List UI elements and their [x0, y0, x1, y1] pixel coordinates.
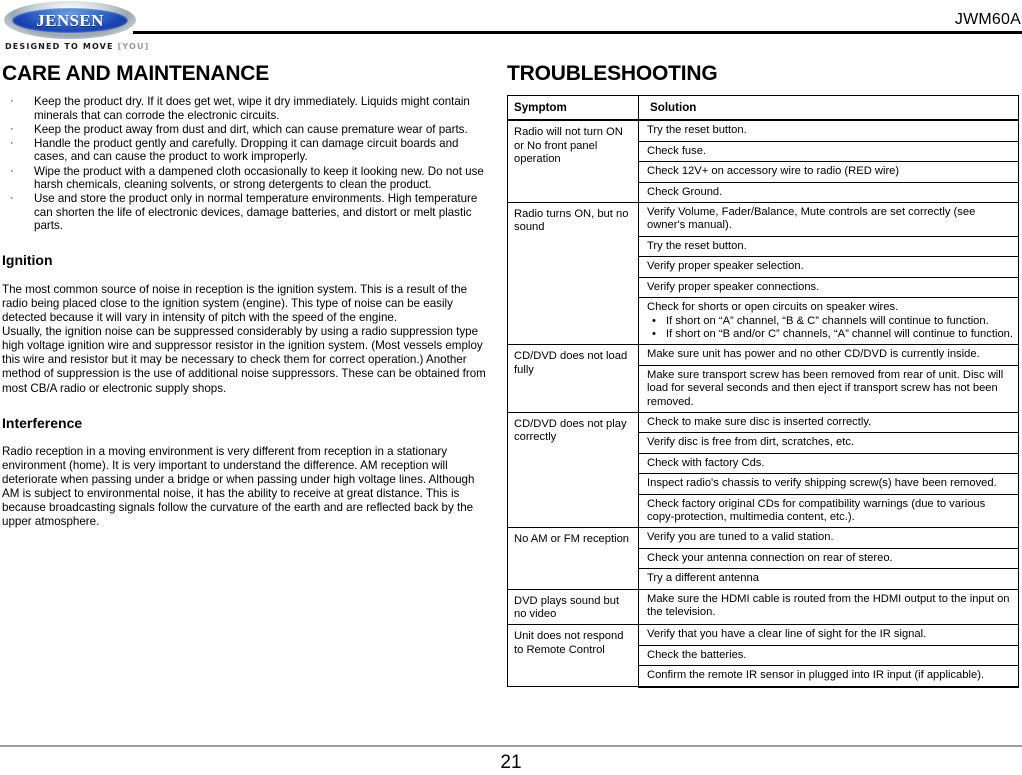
- list-item-text: If short on “B and/or C” channels, “A” channel will continue to function.: [666, 327, 1013, 340]
- solution-text: Make sure the HDMI cable is routed from the HDMI output to the input on the television.: [647, 592, 1010, 619]
- brand-tagline: [5, 42, 149, 51]
- solution-text: Verify proper speaker connections.: [647, 280, 820, 293]
- solution-cell: [639, 569, 1019, 589]
- list-item: [2, 123, 490, 137]
- list-item: [2, 192, 490, 233]
- list-item-text: If short on “A” channel, “B & C” channels will continue to function.: [666, 314, 989, 327]
- solution-cell: [639, 474, 1019, 494]
- solution-cell: [639, 433, 1019, 453]
- solution-text: Try the reset button.: [647, 124, 747, 137]
- symptom-cell: Radio will not turn ON or No front panel operation: [508, 120, 639, 202]
- solution-text: Inspect radio's chassis to verify shipping screw(s) have been removed.: [647, 477, 997, 490]
- solution-cell: [639, 257, 1019, 277]
- brand-tagline-bracket: [YOU]: [117, 42, 150, 51]
- footer-divider-rule: [0, 745, 1022, 747]
- solution-text: Check for shorts or open circuits on speaker wires.: [647, 301, 899, 314]
- spacer: [2, 396, 490, 416]
- jensen-wordmark: JENSEN: [36, 10, 104, 30]
- symptom-cell: Radio turns ON, but no sound: [508, 203, 639, 345]
- symptom-cell: No AM or FM reception: [508, 528, 639, 589]
- bullet-dot-icon: ·: [10, 122, 14, 135]
- table-row: [508, 589, 1019, 625]
- solution-cell: [639, 162, 1019, 182]
- solution-cell: [639, 277, 1019, 297]
- solution-cell: [639, 625, 1019, 645]
- interference-heading: Interference: [2, 414, 83, 431]
- solution-text: Verify disc is free from dirt, scratches, etc.: [647, 436, 855, 449]
- header-divider-rule: [133, 31, 1022, 34]
- table-row: [508, 528, 1019, 548]
- ignition-paragraph-1: The most common source of noise in reception is the ignition system. This is a result of the radio being placed close to the ignition system (engine). This type of noise can be easily detected because it will vary in intensity of pitch with the speed of the engine.: [2, 282, 468, 325]
- solution-cell: [639, 345, 1019, 365]
- list-item-text: Handle the product gently and carefully. Dropping it can damage circuit boards and cases, and can cause the product to work improperly.: [34, 136, 459, 164]
- bullet-dot-icon: ·: [10, 95, 14, 108]
- solution-cell: [639, 589, 1019, 625]
- table-row: [508, 412, 1019, 432]
- bullet-dot-icon: ·: [10, 136, 14, 149]
- solution-cell: [639, 182, 1019, 202]
- solution-text: Check Ground.: [647, 185, 723, 198]
- solution-text: Check with factory Cds.: [647, 456, 765, 469]
- table-body: [508, 120, 1019, 686]
- interference-paragraph-1: Radio reception in a moving environment is very different from reception in a stationary environment (home). It is very important to understand the difference. AM reception will deteriorate when passing under a bridge or when passing under high voltage lines. Although AM is subject to environmental noise, it has the ability to receive at great distance. This is because broadcasting signals follow the curvature of the earth and are reflected back by the upper atmosphere.: [2, 445, 475, 529]
- solution-text: Check the batteries.: [647, 648, 747, 661]
- solution-text: Check fuse.: [647, 144, 707, 157]
- spacer: [2, 233, 490, 253]
- solution-cell: [639, 203, 1019, 237]
- bullet-dot-icon: ·: [10, 192, 14, 205]
- model-number-label: JWM60A: [954, 11, 1021, 28]
- column-header-solution: Solution: [639, 96, 1019, 121]
- list-item: [2, 95, 490, 122]
- brand-tagline-main: DESIGNED TO MOVE: [5, 42, 114, 51]
- solution-cell: [639, 298, 1019, 345]
- solution-cell: [639, 645, 1019, 665]
- page-number: 21: [500, 752, 522, 773]
- solution-text: Check your antenna connection on rear of stereo.: [647, 551, 893, 564]
- solution-text: Check 12V+ on accessory wire to radio (RED wire): [647, 165, 900, 178]
- solution-cell: [639, 528, 1019, 548]
- solution-text: Confirm the remote IR sensor in plugged into IR input (if applicable).: [647, 669, 985, 682]
- solution-text: Check factory original CDs for compatibility warnings (due to various copy-protection, multimedia content, etc.).: [647, 497, 986, 523]
- solution-cell: [639, 548, 1019, 568]
- list-item: [2, 165, 490, 192]
- solution-cell: [639, 494, 1019, 528]
- table-header-row: [508, 96, 1019, 121]
- solution-text: Verify Volume, Fader/Balance, Mute controls are set correctly (see owner's manual).: [647, 206, 976, 232]
- column-header-symptom: Symptom: [508, 96, 639, 121]
- solution-text: Try the reset button.: [647, 239, 747, 252]
- symptom-cell: DVD plays sound but no video: [508, 589, 639, 625]
- solution-text: Check to make sure disc is inserted correctly.: [647, 415, 872, 428]
- solution-cell: [639, 141, 1019, 161]
- solution-cell: [639, 365, 1019, 412]
- spacer: [2, 276, 490, 283]
- left-content-column: [2, 63, 490, 530]
- brand-logo: [2, 1, 150, 57]
- list-item-text: Keep the product dry. If it does get wet, wipe it dry immediately. Liquids might contain minerals that can corrode the electronic circuits.: [34, 95, 470, 122]
- bullet-dot-icon: ·: [10, 164, 14, 177]
- list-item-text: Use and store the product only in normal temperature environments. High temperature can shorten the life of electronic devices, damage batteries, and distort or melt plastic parts.: [34, 192, 478, 233]
- jensen-oval-logo-icon: [4, 1, 136, 39]
- solution-text: Verify proper speaker selection.: [647, 260, 804, 273]
- spacer: [2, 438, 490, 445]
- solution-text: Try a different antenna: [647, 572, 759, 585]
- symptom-cell: CD/DVD does not play correctly: [508, 412, 639, 527]
- troubleshooting-table: [507, 95, 1019, 688]
- solution-text: Make sure unit has power and no other CD/DVD is currently inside.: [647, 348, 980, 361]
- list-item-text: Wipe the product with a dampened cloth occasionally to keep it looking new. Do not use harsh chemicals, cleaning solvents, or strong detergents to clean the product.: [34, 164, 484, 192]
- solution-text: Make sure transport screw has been removed from rear of unit. Disc will load for several seconds and then eject if transport screw has not been removed.: [647, 368, 1004, 408]
- solution-cell: [639, 120, 1019, 141]
- list-item: [2, 137, 490, 164]
- ignition-paragraph-2: Usually, the ignition noise can be suppressed considerably by using a radio suppression type high voltage ignition wire and suppressor resistor in the ignition system. (Most vessels employ this wire and resistor but it may be necessary to check them for correct operation.) Another method of suppression is the use of additional noise suppressors. These can be obtained from most CB/A radio or electronic supply shops.: [2, 325, 486, 395]
- bullet-dot-icon: •: [652, 314, 656, 327]
- bullet-dot-icon: •: [652, 327, 656, 340]
- troubleshooting-heading: TROUBLESHOOTING: [507, 62, 718, 85]
- solution-sub-list: [647, 315, 1013, 342]
- table-row: [508, 120, 1019, 141]
- solution-cell: [639, 236, 1019, 256]
- solution-cell: [639, 666, 1019, 687]
- symptom-cell: Unit does not respond to Remote Control: [508, 625, 639, 687]
- jensen-logo-inner-oval: [12, 8, 128, 33]
- table-header: [508, 96, 1019, 121]
- solution-cell: [639, 412, 1019, 432]
- list-item: [647, 315, 1013, 328]
- care-instructions-list: [2, 95, 490, 233]
- solution-cell: [639, 453, 1019, 473]
- page-header: [0, 0, 1022, 58]
- solution-text: Verify you are tuned to a valid station.: [647, 531, 834, 544]
- table-row: [508, 345, 1019, 365]
- list-item: [647, 328, 1013, 341]
- care-and-maintenance-heading: CARE AND MAINTENANCE: [2, 62, 270, 85]
- symptom-cell: CD/DVD does not load fully: [508, 345, 639, 413]
- table-row: [508, 625, 1019, 645]
- list-item-text: Keep the product away from dust and dirt, which can cause premature wear of parts.: [34, 122, 468, 136]
- right-content-column: [507, 63, 1019, 688]
- solution-text: Verify that you have a clear line of sight for the IR signal.: [647, 628, 927, 641]
- table-row: [508, 203, 1019, 237]
- ignition-heading: Ignition: [2, 252, 53, 269]
